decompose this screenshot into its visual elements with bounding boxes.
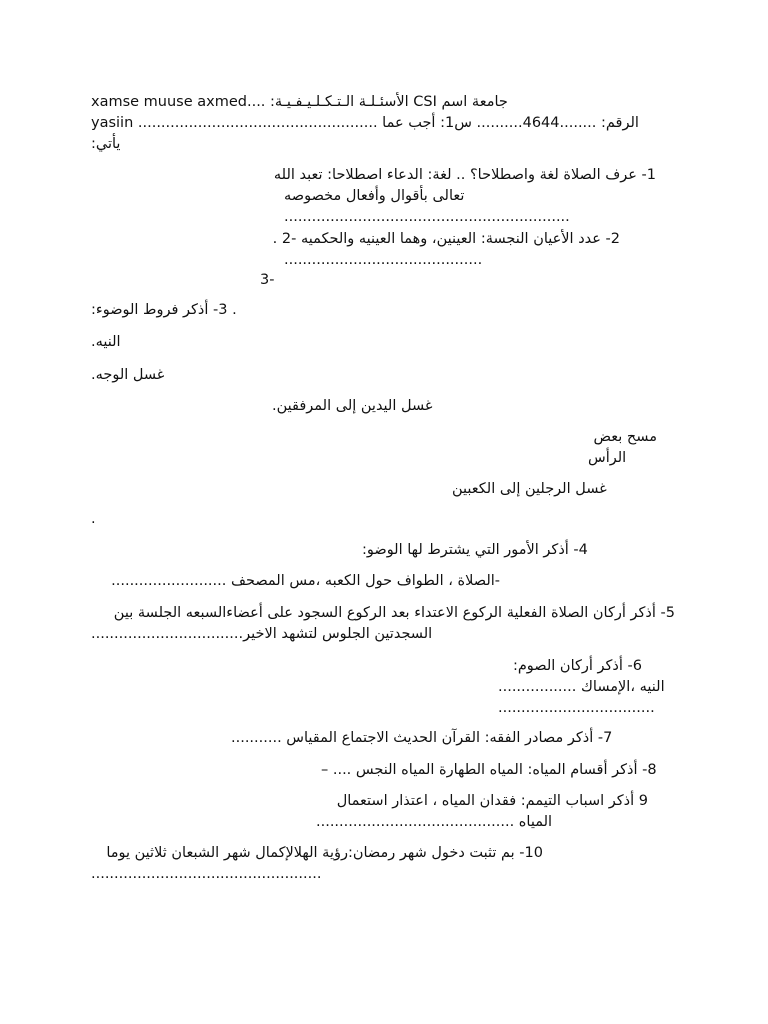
q10-line-2: .................................................. [91, 866, 322, 882]
q6-line-1: 6- أذكر أركان الصوم: [512, 658, 642, 674]
q9-line-1: 9 أذكر اسباب التيمم: فقدان المياه ، اعتذار استعمال [336, 793, 648, 809]
q3-number: 3- [260, 272, 275, 288]
q10-line-1: 10- بم تثبت دخول شهر رمضان:رؤية الهلالإكمال شهر الشبعان ثلاثين يوما [106, 845, 543, 861]
q1-line-3: .............................................................. [284, 209, 570, 225]
q4-answer: -الصلاة ، الطواف حول الكعبه ،مس المصحف ......................... [111, 573, 500, 589]
q6-line-2: النيه ،الإمساك ................. [498, 679, 665, 695]
header-line-3: يأتي: [91, 136, 121, 152]
q2-line-1: 2- عدد الأعيان النجسة: العينين، وهما العينيه والحكميه -2 . [272, 231, 620, 247]
q3-item-4: مسح بعض [593, 429, 657, 445]
q2-line-2: ........................................... [284, 252, 483, 268]
q3-item-3: غسل اليدين إلى المرفقين. [272, 398, 433, 414]
q3-item-1: النيه. [91, 334, 121, 350]
q5-line-1: 5- أذكر أركان الصلاة الفعلية الركوع الاعتداء بعد الركوع السجود على أعضاءالسبعه الجلسة بين [113, 605, 675, 621]
header-line-2: yasiin .................................................... الرقم: ........4644.......... س1: أجب عما [91, 115, 639, 131]
q8-line: 8- أذكر أقسام المياه: المياه الطهارة المياه النجس .... – [321, 762, 657, 778]
q3-item-6: غسل الرجلين إلى الكعبين [452, 481, 607, 497]
q7-line: 7- أذكر مصادر الفقه: القرآن الحديث الاجتماع المقياس ........... [231, 730, 613, 746]
q6-line-3: .................................. [498, 700, 655, 716]
q3-dot: . [91, 511, 96, 527]
q9-line-2: المياه ........................................... [316, 814, 553, 830]
q3-item-5: الرأس [588, 450, 627, 466]
q4-title: 4- أذكر الأمور التي يشترط لها الوضو: [362, 542, 588, 558]
q3-item-2: غسل الوجه. [91, 367, 165, 383]
q5-line-2: السجدتين الجلوس لتشهد الاخير................................. [91, 626, 433, 642]
q3-title: . 3- أذكر فروط الوضوء: [91, 302, 237, 318]
q1-line-2: تعالى بأقوال وأفعال مخصوصه [284, 188, 465, 204]
header-line-1: جامعة اسم CSI الأسئـلـة الـتـكـلـيـفـيـة: ....xamse muuse axmed [91, 94, 508, 110]
q1-line-1: 1- عرف الصلاة لغة واصطلاحا؟ .. لغة: الدعاء اصطلاحا: تعبد الله [273, 167, 656, 183]
